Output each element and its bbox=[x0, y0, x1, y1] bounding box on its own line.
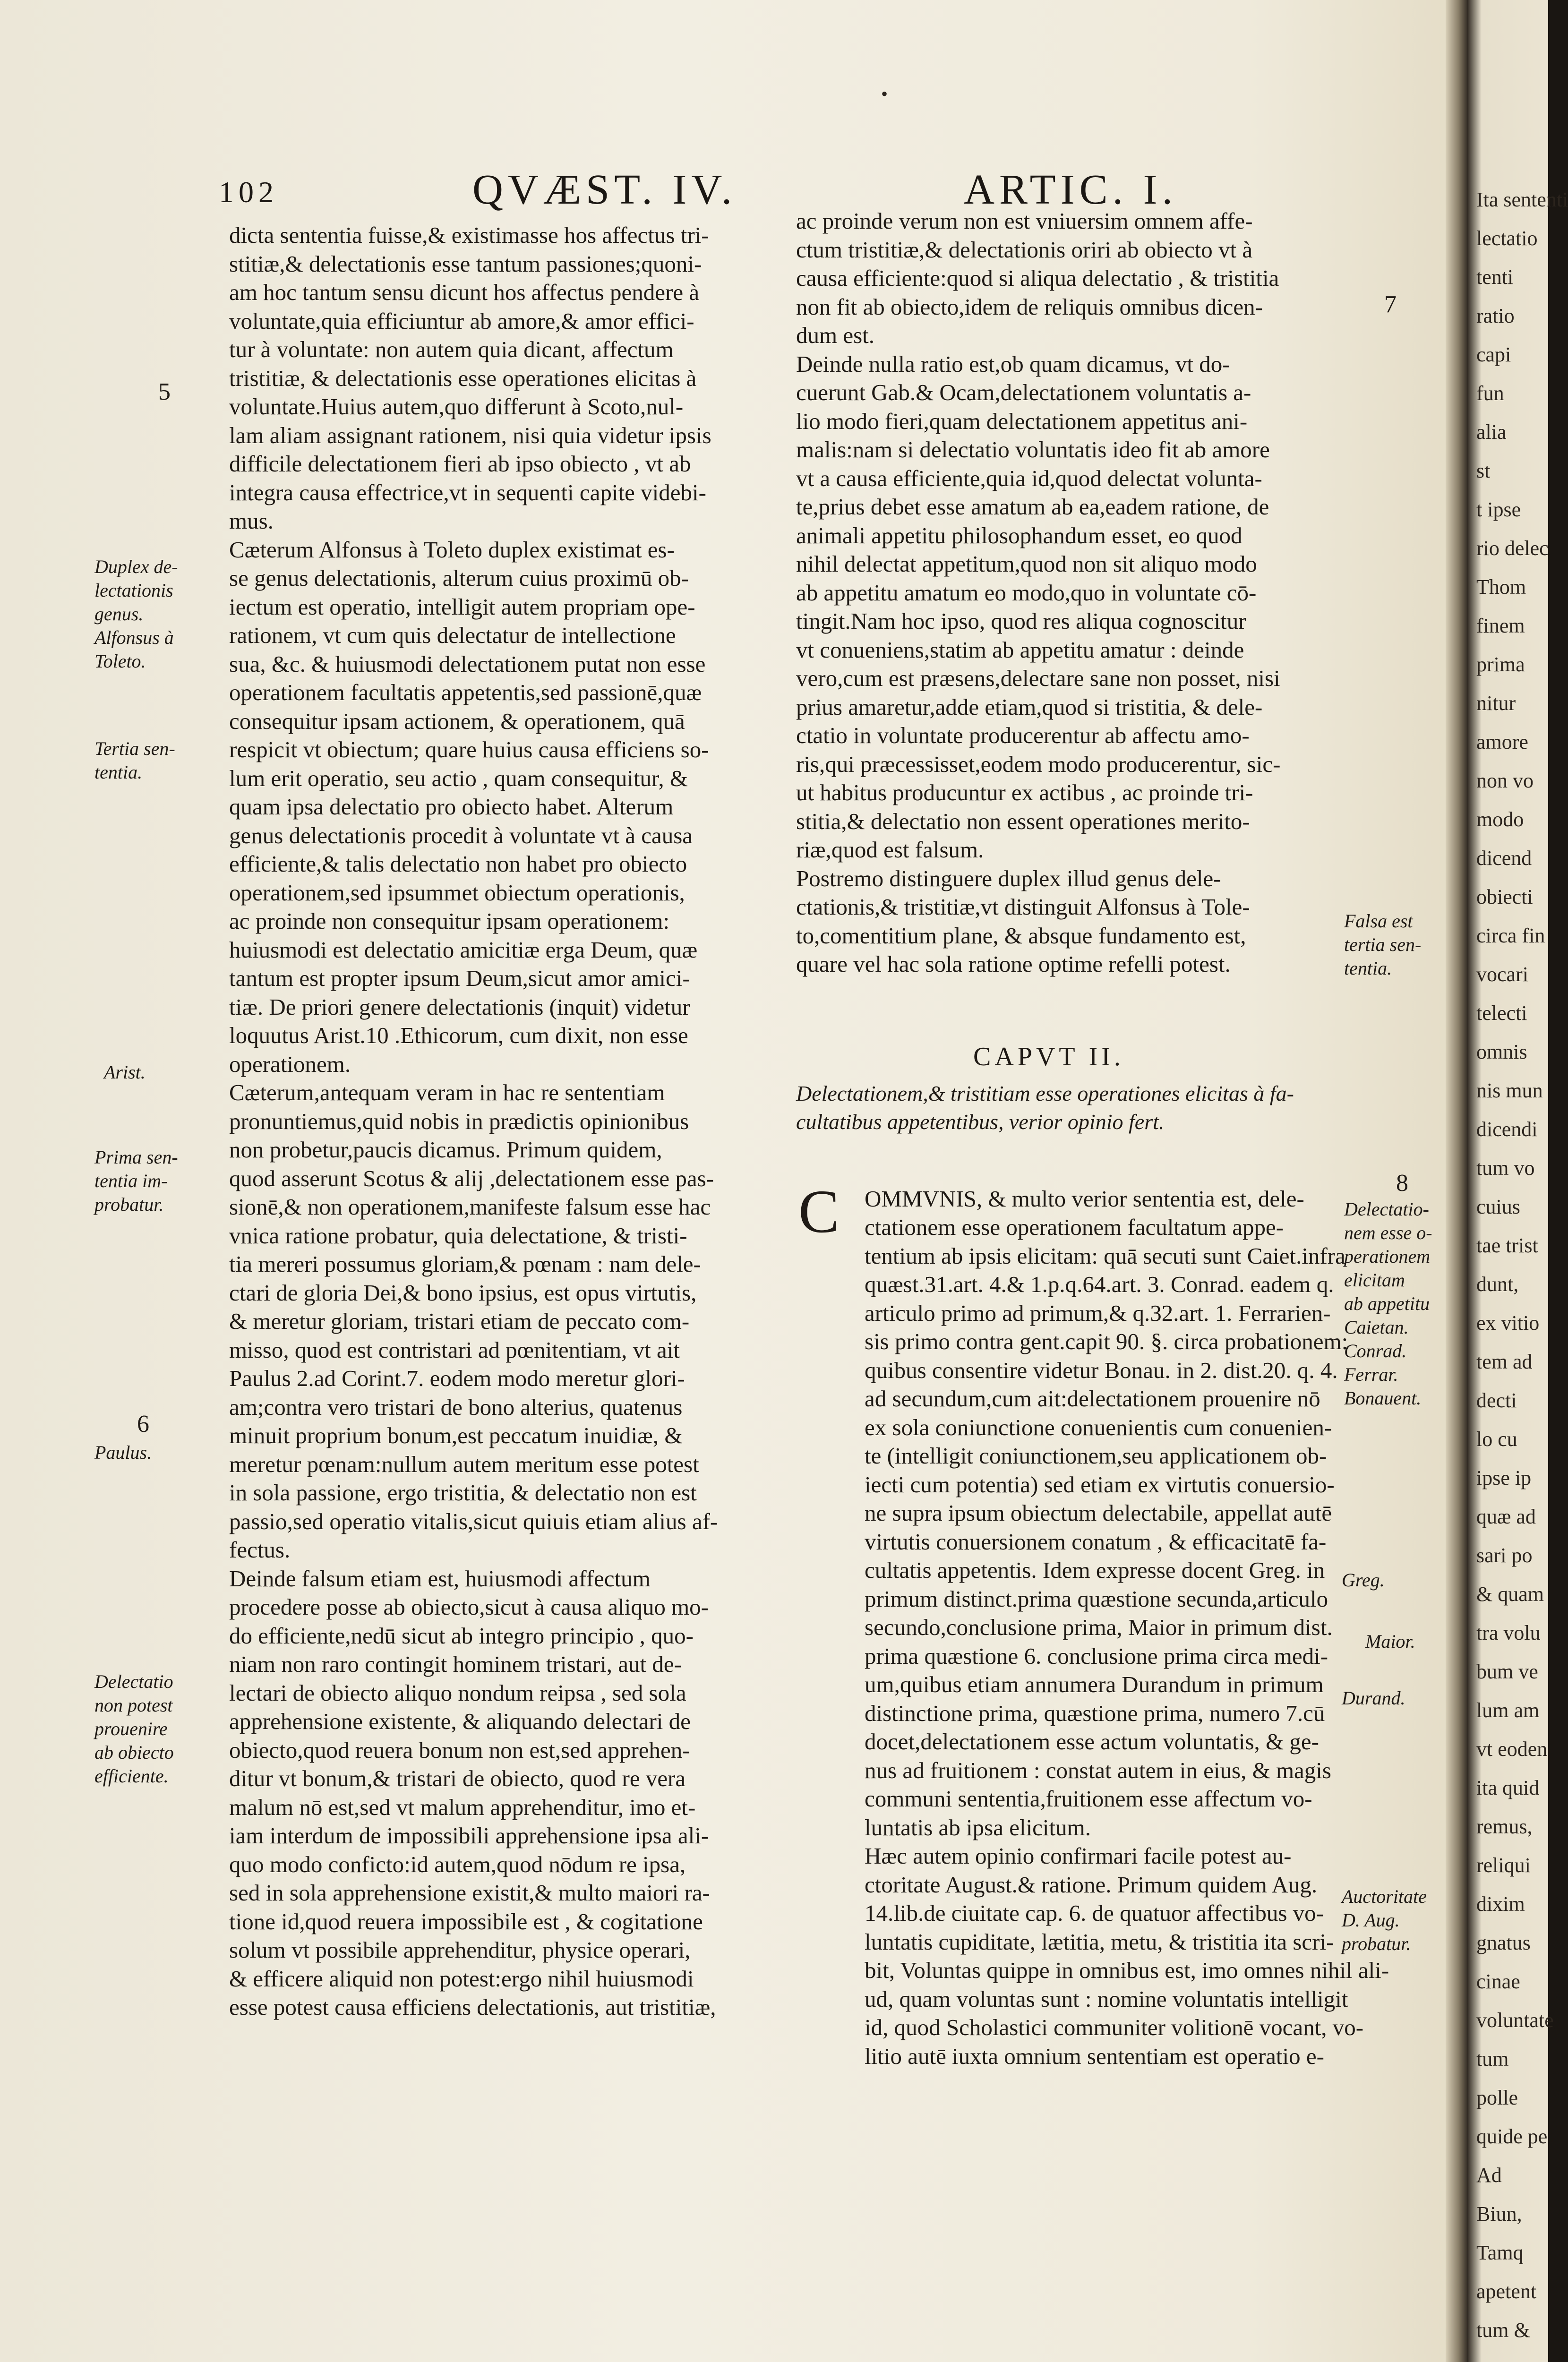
text-line: apprehensione existente, & aliquando delectari de bbox=[229, 1708, 691, 1734]
text-line: Paulus 2.ad Corint.7. eodem modo meretur glori- bbox=[229, 1365, 685, 1391]
facing-page-line: ipse ip bbox=[1476, 1466, 1532, 1489]
header-quaestio: QVÆST. IV. bbox=[472, 166, 737, 213]
margin-line: genus. bbox=[94, 603, 144, 625]
text-line: quibus consentire videtur Bonau. in 2. dist.20. q. 4. bbox=[865, 1357, 1338, 1383]
facing-page-line: gnatus bbox=[1476, 1931, 1531, 1954]
facing-page-line: tum vo bbox=[1476, 1156, 1535, 1180]
text-line: bit, Voluntas quippe in omnibus est, imo omnes nihil ali- bbox=[865, 1957, 1389, 1983]
text-line: Delectationem,& tristitiam esse operationes elicitas à fa- bbox=[796, 1081, 1294, 1105]
facing-page-line: tenti bbox=[1476, 265, 1514, 289]
text-line: ne supra ipsum obiectum delectabile, appellat autē bbox=[865, 1500, 1332, 1526]
facing-page-line: tae trist bbox=[1476, 1234, 1538, 1257]
margin-line: Arist. bbox=[104, 1061, 146, 1083]
text-line: causa efficiente:quod si aliqua delectatio , & tristitia bbox=[796, 265, 1279, 291]
margin-line: Maior. bbox=[1365, 1631, 1415, 1652]
text-line: tione id,quod reuera impossibile est , & cogitatione bbox=[229, 1908, 703, 1934]
text-line: Deinde falsum etiam est, huiusmodi affectum bbox=[229, 1565, 651, 1592]
text-line: sionē,& non operationem,manifeste falsum esse hac bbox=[229, 1194, 711, 1220]
text-line: rationem, vt cum quis delectatur de intellectione bbox=[229, 622, 676, 648]
facing-page-line: quide pe bbox=[1476, 2125, 1548, 2148]
text-line: articulo primo ad primum,& q.32.art. 1. Ferrarien- bbox=[865, 1300, 1331, 1326]
text-line: meretur pœnam:nullum autem meritum esse potest bbox=[229, 1451, 699, 1477]
text-line: cultatis appetentis. Idem expresse docent Greg. in bbox=[865, 1557, 1325, 1583]
text-line: ctationis,& tristitiæ,vt distinguit Alfonsus à Tole- bbox=[796, 894, 1250, 920]
facing-page-line: lo cu bbox=[1476, 1428, 1517, 1451]
text-line: prius amaretur,adde etiam,quod si tristitia, & dele- bbox=[796, 693, 1263, 720]
text-line: animali appetitu philosophandum esset, eo quod bbox=[796, 522, 1242, 548]
facing-page-line: Biun, bbox=[1476, 2202, 1522, 2225]
text-line: ac proinde verum non est vniuersim omnem affe- bbox=[796, 208, 1253, 234]
text-line: sua, &c. & huiusmodi delectationem putat non esse bbox=[229, 650, 706, 677]
text-line: ab appetitu amatum eo modo,quo in voluntate cō- bbox=[796, 579, 1257, 606]
text-line: quam ipsa delectatio pro obiecto habet. Alterum bbox=[229, 794, 674, 820]
text-line: tentium ab ipsis elicitam: quā secuti sunt Caiet.infra bbox=[865, 1242, 1345, 1269]
margin-note-falsa bbox=[1344, 909, 1421, 980]
text-line: lectari de obiecto aliquo nondum reipsa , sed sola bbox=[229, 1679, 686, 1706]
text-line: ris,qui præcessisset,eodem modo producerentur, sic- bbox=[796, 751, 1281, 777]
text-line: voluntate,quia efficiuntur ab amore,& amor effici- bbox=[229, 308, 694, 334]
margin-line: Conrad. bbox=[1344, 1340, 1407, 1361]
text-line: vero,cum est præsens,delectare sane non posset, nisi bbox=[796, 665, 1280, 691]
facing-page-line: lectatio bbox=[1476, 227, 1538, 250]
text-line: docet,delectationem esse actum voluntatis, & ge- bbox=[865, 1729, 1319, 1754]
margin-note-maior bbox=[1365, 1630, 1415, 1653]
margin-line: Delectatio- bbox=[1344, 1198, 1429, 1220]
text-line: loquutus Arist.10 .Ethicorum, cum dixit, non esse bbox=[229, 1022, 688, 1048]
margin-number-8: 8 bbox=[1396, 1170, 1408, 1197]
margin-line: prouenire bbox=[94, 1718, 168, 1739]
header-articulus: ARTIC. I. bbox=[964, 166, 1178, 213]
text-line: vt conueniens,statim ab appetitu amatur : deinde bbox=[796, 636, 1244, 663]
text-line: luntatis ab ipsa elicitum. bbox=[865, 1814, 1091, 1840]
margin-line: Caietan. bbox=[1344, 1317, 1409, 1338]
facing-page-line: alia bbox=[1476, 420, 1507, 444]
facing-page-line: apetent bbox=[1476, 2280, 1537, 2303]
facing-page-line: voluntate bbox=[1476, 2009, 1554, 2032]
facing-page-line: Thom bbox=[1476, 575, 1526, 599]
text-line: stitia,& delectatio non essent operationes merito- bbox=[796, 808, 1250, 834]
margin-note-auctoritate bbox=[1342, 1885, 1427, 1956]
margin-line: Toleto. bbox=[94, 650, 146, 672]
text-line: integra causa effectrice,vt in sequenti capite videbi- bbox=[229, 479, 706, 505]
margin-number-7: 7 bbox=[1384, 291, 1397, 318]
margin-line: non potest bbox=[94, 1694, 173, 1716]
margin-line: Alfonsus à bbox=[94, 627, 174, 648]
text-line: ctationem esse operationem facultatum appe- bbox=[865, 1214, 1284, 1240]
text-line: tiæ. De priori genere delectationis (inquit) videtur bbox=[229, 993, 690, 1020]
margin-line: elicitam bbox=[1344, 1269, 1405, 1291]
facing-page-line: polle bbox=[1476, 2086, 1518, 2109]
margin-line: Tertia sen- bbox=[94, 738, 175, 759]
facing-page-line: dicend bbox=[1476, 847, 1532, 870]
page-mark: • bbox=[881, 83, 888, 104]
facing-page-line: reliqui bbox=[1476, 1854, 1531, 1877]
margin-line: Duplex de- bbox=[94, 556, 178, 577]
text-line: tingit.Nam hoc ipso, quod res aliqua cognoscitur bbox=[796, 608, 1246, 634]
text-line: do efficiente,nedū sicut ab integro principio , quo- bbox=[229, 1622, 694, 1649]
margin-line: Ferrar. bbox=[1344, 1364, 1398, 1385]
text-line: ctoritate August.& ratione. Primum quidem Aug. bbox=[865, 1871, 1318, 1898]
text-line: um,quibus etiam annumera Durandum in primum bbox=[865, 1671, 1324, 1697]
text-line: operationem,sed ipsummet obiectum operationis, bbox=[229, 879, 685, 906]
text-line: nus ad fruitionem : constat autem in eius, & magis bbox=[865, 1757, 1331, 1783]
margin-number-5: 5 bbox=[158, 378, 171, 405]
text-line: secundo,conclusione prima, Maior in primum dist. bbox=[865, 1614, 1333, 1640]
facing-page-line: capi bbox=[1476, 343, 1511, 366]
facing-page-line: tem ad bbox=[1476, 1350, 1533, 1373]
text-line: prima quæstione 6. conclusione prima circa medi- bbox=[865, 1643, 1328, 1669]
chapter-first-line bbox=[865, 1185, 1337, 1214]
facing-page-line: st bbox=[1476, 459, 1491, 482]
margin-line: probatur. bbox=[1342, 1933, 1411, 1954]
facing-page-line: ratio bbox=[1476, 304, 1515, 327]
text-line: virtutis conuersionem conatum , & efficacitatē fa- bbox=[865, 1528, 1327, 1555]
margin-line: tertia sen- bbox=[1344, 934, 1422, 955]
text-line: ad secundum,cum ait:delectationem prouenire nō bbox=[865, 1386, 1320, 1412]
text-line: misso, quod est contristari ad pœnitentiam, vt ait bbox=[229, 1336, 680, 1363]
text-line: Deinde nulla ratio est,ob quam dicamus, vt do- bbox=[796, 351, 1230, 377]
text-line: quod asserunt Scotus & alij ,delectationem esse pas- bbox=[229, 1165, 714, 1191]
facing-page-line: lum am bbox=[1476, 1699, 1540, 1722]
text-line: dicta sententia fuisse,& existimasse hos affectus tri- bbox=[229, 222, 709, 248]
facing-page-line: cuius bbox=[1476, 1195, 1520, 1218]
text-line: Cæterum,antequam veram in hac re sententiam bbox=[229, 1079, 665, 1105]
chapter-subtitle bbox=[796, 1079, 1339, 1136]
margin-note-prima bbox=[94, 1146, 178, 1216]
margin-line: Durand. bbox=[1342, 1687, 1405, 1709]
facing-page-line: bum ve bbox=[1476, 1660, 1538, 1683]
text-line: sed in sola apprehensione existit,& multo maiori ra- bbox=[229, 1880, 710, 1906]
margin-note-tertia bbox=[94, 737, 175, 784]
margin-note-durand bbox=[1342, 1686, 1405, 1710]
text-line: minuit proprium bonum,est peccatum inuidiæ, & bbox=[229, 1422, 683, 1448]
text-line: non probetur,paucis dicamus. Primum quidem, bbox=[229, 1137, 662, 1163]
facing-page-line: dixim bbox=[1476, 1892, 1525, 1916]
facing-page-line: telecti bbox=[1476, 1001, 1527, 1025]
text-line: mus. bbox=[229, 508, 274, 534]
text-line: quæst.31.art. 4.& 1.p.q.64.art. 3. Conrad. eadem q. bbox=[865, 1271, 1334, 1297]
facing-page-line: Ad bbox=[1476, 2164, 1502, 2187]
text-line: solum vt possibile apprehenditur, physice operari, bbox=[229, 1937, 691, 1963]
text-line: sis primo contra gent.capit 90. §. circa probationem: bbox=[865, 1328, 1348, 1354]
text-line: huiusmodi est delectatio amicitiæ erga Deum, quæ bbox=[229, 936, 698, 963]
text-line: esse potest causa efficiens delectationis, aut tristitiæ, bbox=[229, 1994, 716, 2020]
text-line: malis:nam si delectatio voluntatis ideo fit ab amore bbox=[796, 436, 1270, 462]
margin-line: tentia. bbox=[94, 762, 143, 783]
text-line: quare vel hac sola ratione optime refelli potest. bbox=[796, 951, 1231, 977]
text-line: 14.lib.de ciuitate cap. 6. de quatuor affectibus vo- bbox=[865, 1900, 1324, 1926]
facing-page-line: remus, bbox=[1476, 1815, 1533, 1838]
facing-page-line: decti bbox=[1476, 1389, 1517, 1412]
margin-line: ab obiecto bbox=[94, 1742, 174, 1763]
margin-line: Auctoritate bbox=[1342, 1886, 1427, 1907]
text-line: ctari de gloria Dei,& bono ipsius, est opus virtutis, bbox=[229, 1279, 697, 1306]
margin-line: Falsa est bbox=[1344, 910, 1413, 932]
margin-note-greg bbox=[1342, 1568, 1385, 1592]
text-line: non fit ab obiecto,idem de reliquis omnibus dicen- bbox=[796, 293, 1263, 320]
margin-line: Paulus. bbox=[94, 1442, 152, 1463]
facing-page-line: Tamq bbox=[1476, 2241, 1524, 2264]
text-line: & meretur gloriam, tristari etiam de peccato com- bbox=[229, 1308, 690, 1334]
text-line: genus delectationis procedit à voluntate vt à causa bbox=[229, 822, 693, 848]
text-line: cultatibus appetentibus, verior opinio fert. bbox=[796, 1110, 1165, 1134]
facing-page-line: tum & bbox=[1476, 2319, 1530, 2342]
page-number: 102 bbox=[219, 175, 278, 209]
facing-page-line: nitur bbox=[1476, 692, 1516, 715]
facing-page-line: prima bbox=[1476, 653, 1525, 676]
text-line: tantum est propter ipsum Deum,sicut amor amici- bbox=[229, 965, 690, 991]
text-line: lam aliam assignant rationem, nisi quia videtur ipsis bbox=[229, 422, 711, 448]
text-line: quo modo conficto:id autem,quod nōdum re ipsa, bbox=[229, 1851, 686, 1877]
text-line: litio autē iuxta omnium sententiam est operatio e- bbox=[865, 2043, 1324, 2069]
text-line: ut habitus producuntur ex actibus , ac proinde tri- bbox=[796, 779, 1253, 805]
text-line: am;contra vero tristari de bono alterius, quatenus bbox=[229, 1394, 683, 1420]
margin-line: Bonauent. bbox=[1344, 1387, 1422, 1409]
text-line: efficiente,& talis delectatio non habet pro obiecto bbox=[229, 851, 687, 877]
text-line: iam interdum de impossibili apprehensione ipsa ali- bbox=[229, 1823, 709, 1849]
text-line: & efficere aliquid non potest:ergo nihil huiusmodi bbox=[229, 1965, 694, 1992]
facing-page-edge bbox=[1467, 0, 1568, 2362]
text-line: te (intelligit coniunctionem,seu applicationem ob- bbox=[865, 1443, 1327, 1469]
text-line: dum est. bbox=[796, 322, 875, 348]
facing-page-line: amore bbox=[1476, 730, 1528, 753]
margin-line: perationem bbox=[1344, 1246, 1431, 1267]
text-line: ctum tristitiæ,& delectationis oriri ab obiecto vt à bbox=[796, 236, 1253, 263]
text-line: primum distinct.prima quæstione secunda,articulo bbox=[865, 1585, 1328, 1612]
text-line: passio,sed operatio vitalis,sicut quiuis etiam alius af- bbox=[229, 1508, 718, 1534]
facing-page-line: t ipse bbox=[1476, 498, 1521, 521]
text-line: lio modo fieri,quam delectationem appetitus ani- bbox=[796, 408, 1248, 434]
text-line: nihil delectat appetitum,quod non sit aliquo modo bbox=[796, 551, 1257, 577]
text-line: difficile delectationem fieri ab ipso obiecto , vt ab bbox=[229, 451, 691, 477]
facing-page-line: ita quid bbox=[1476, 1776, 1540, 1799]
text-line: malum nō est,sed vt malum apprehenditur, imo et- bbox=[229, 1794, 696, 1820]
text-line: ud, quam voluntas sunt : nomine voluntatis intelligit bbox=[865, 1985, 1348, 2012]
facing-page-line: dicendi bbox=[1476, 1118, 1538, 1141]
margin-line: tentia im- bbox=[94, 1170, 168, 1191]
text-line: stitiæ,& delectationis esse tantum passiones;quoni- bbox=[229, 250, 702, 277]
text-line: am hoc tantum sensu dicunt hos affectus pendere à bbox=[229, 279, 700, 305]
facing-page-line: sari po bbox=[1476, 1544, 1533, 1567]
text-line: obiecto,quod reuera bonum non est,sed apprehen- bbox=[229, 1737, 690, 1763]
margin-line: nem esse o- bbox=[1344, 1222, 1432, 1243]
text-line: iectum est operatio, intelligit autem propriam ope- bbox=[229, 593, 695, 620]
text-line: tristitiæ, & delectationis esse operationes elicitas à bbox=[229, 365, 697, 391]
facing-page-line: vocari bbox=[1476, 963, 1528, 986]
facing-page-line: quæ ad bbox=[1476, 1505, 1536, 1528]
text-line: iecti cum potentia) sed etiam ex virtutis conuersio- bbox=[865, 1471, 1335, 1498]
text-line: ditur vt bonum,& tristari de obiecto, quod re vera bbox=[229, 1765, 686, 1791]
margin-line: D. Aug. bbox=[1342, 1909, 1400, 1931]
margin-line: probatur. bbox=[94, 1194, 164, 1215]
facing-page-line: vt eoden bbox=[1476, 1737, 1548, 1761]
text-line: vt a causa efficiente,quia id,quod delectat volunta- bbox=[796, 465, 1262, 491]
text-line: id, quod Scholastici communiter volitionē vocant, vo- bbox=[865, 2014, 1364, 2040]
text-line: OMMVNIS, & multo verior sententia est, dele- bbox=[865, 1186, 1304, 1212]
facing-page-line: omnis bbox=[1476, 1040, 1527, 1063]
margin-line: Delectatio bbox=[94, 1671, 173, 1692]
left-text-column bbox=[229, 221, 772, 2022]
margin-line: Prima sen- bbox=[94, 1147, 178, 1168]
facing-page-line: obiecti bbox=[1476, 885, 1533, 908]
text-line: se genus delectationis, alterum cuius proximū ob- bbox=[229, 565, 689, 591]
text-line: operationem. bbox=[229, 1051, 351, 1077]
text-line: communi sententia,fruitionem esse affectum vo- bbox=[865, 1786, 1312, 1812]
facing-page-line: tum bbox=[1476, 2047, 1509, 2071]
text-line: vnica ratione probatur, quia delectatione, & tristi- bbox=[229, 1222, 687, 1249]
drop-capital: C bbox=[798, 1178, 840, 1246]
text-line: ex sola coniunctione conuenientis cum conuenien- bbox=[865, 1414, 1332, 1440]
margin-line: tentia. bbox=[1344, 958, 1392, 979]
text-line: ctatio in voluntate producerentur ab affectu amo- bbox=[796, 722, 1250, 748]
margin-line: Greg. bbox=[1342, 1569, 1385, 1591]
text-line: procedere posse ab obiecto,sicut à causa aliquo mo- bbox=[229, 1594, 709, 1620]
text-line: cuerunt Gab.& Ocam,delectationem voluntatis a- bbox=[796, 379, 1251, 405]
text-line: Hæc autem opinio confirmari facile potest au- bbox=[865, 1843, 1292, 1869]
text-line: tia mereri possumus gloriam,& pœnam : nam dele- bbox=[229, 1251, 701, 1277]
text-line: operationem facultatis appetentis,sed passionē,quæ bbox=[229, 679, 702, 705]
facing-page-line: finem bbox=[1476, 614, 1525, 637]
facing-page-line: Ita sententi bbox=[1476, 188, 1568, 211]
text-line: distinctione prima, quæstione prima, numero 7.cū bbox=[865, 1700, 1325, 1726]
text-line: fectus. bbox=[229, 1537, 291, 1563]
facing-page-line: modo bbox=[1476, 808, 1524, 831]
facing-page-line: & quam bbox=[1476, 1583, 1544, 1606]
margin-line: ab appetitu bbox=[1344, 1293, 1430, 1314]
facing-page-line: fun bbox=[1476, 382, 1504, 405]
facing-page-line: rio delec bbox=[1476, 537, 1549, 560]
margin-line: lectationis bbox=[94, 580, 173, 601]
margin-line: efficiente. bbox=[94, 1765, 169, 1787]
text-line: ac proinde non consequitur ipsam operationem: bbox=[229, 908, 670, 934]
facing-page-line: circa fin bbox=[1476, 924, 1545, 947]
margin-note-delectatio bbox=[94, 1670, 174, 1788]
text-line: consequitur ipsam actionem, & operationem, quā bbox=[229, 708, 685, 734]
text-line: in sola passione, ergo tristitia, & delectatio non est bbox=[229, 1480, 697, 1506]
text-line: to,comentitium plane, & absque fundamento est, bbox=[796, 922, 1246, 949]
chapter-title: CAPVT II. bbox=[973, 1042, 1124, 1071]
text-line: te,prius debet esse amatum ab ea,eadem ratione, de bbox=[796, 494, 1269, 520]
text-line: Postremo distinguere duplex illud genus dele- bbox=[796, 865, 1221, 891]
text-line: Cæterum Alfonsus à Toleto duplex existimat es- bbox=[229, 536, 675, 563]
margin-note-arist bbox=[104, 1061, 146, 1084]
facing-page-line: ex vitio bbox=[1476, 1311, 1540, 1335]
facing-page-line: tra volu bbox=[1476, 1621, 1541, 1644]
text-line: luntatis cupiditate, lætitia, metu, & tristitia ita scri- bbox=[865, 1928, 1334, 1955]
text-line: tur à voluntate: non autem quia dicant, affectum bbox=[229, 336, 674, 362]
right-text-column bbox=[796, 207, 1339, 979]
text-line: pronuntiemus,quid nobis in prædictis opinionibus bbox=[229, 1108, 689, 1134]
margin-note-paulus bbox=[94, 1441, 152, 1464]
margin-note-delectationem bbox=[1344, 1198, 1432, 1410]
facing-page-line: nis mun bbox=[1476, 1079, 1543, 1102]
margin-note-duplex bbox=[94, 555, 178, 673]
text-line: riæ,quod est falsum. bbox=[796, 837, 984, 863]
facing-page-line: dunt, bbox=[1476, 1273, 1519, 1296]
text-line: voluntate.Huius autem,quo differunt à Scoto,nul- bbox=[229, 394, 684, 419]
margin-number-6: 6 bbox=[137, 1411, 149, 1438]
facing-page-line: cinae bbox=[1476, 1970, 1520, 1993]
text-line: niam non raro contingit hominem tristari, aut de- bbox=[229, 1651, 682, 1677]
text-line: lum erit operatio, seu actio , quam consequitur, & bbox=[229, 765, 688, 791]
book-gutter bbox=[1446, 0, 1467, 2362]
text-line: respicit vt obiectum; quare huius causa efficiens so- bbox=[229, 736, 709, 762]
facing-page-line: non vo bbox=[1476, 769, 1534, 792]
